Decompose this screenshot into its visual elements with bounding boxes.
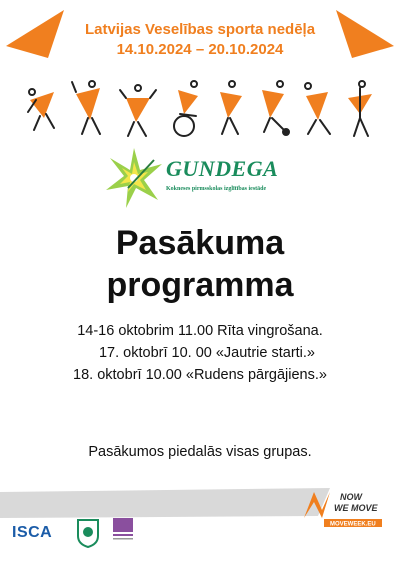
event-dates: 14.10.2024 – 20.10.2024 (116, 41, 284, 58)
wheelchair-figure-icon (174, 81, 198, 136)
nwm-line2: WE MOVE (334, 503, 378, 513)
sport-figure-icon (28, 89, 54, 130)
ministry-logo (110, 516, 136, 546)
event-title: Latvijas Veselības sporta nedēļa (84, 21, 316, 38)
nwm-url: MOVEWEEK.EU (330, 521, 376, 528)
sport-figure-icon (348, 81, 372, 136)
sport-figure-icon (120, 85, 156, 136)
program-item: 17. oktobrī 10. 00 «Jautrie starti.» (98, 345, 315, 361)
isca-logo: ISCA (12, 524, 53, 541)
logo-subtitle: Kokneses pirmsskolas izglītības iestāde (166, 186, 267, 192)
program-item: 14-16 oktobrim 11.00 Rīta vingrošana. (77, 323, 323, 339)
sport-figure-icon (220, 81, 242, 134)
sport-figure-icon (262, 81, 289, 135)
sponsor-logos (10, 516, 140, 554)
program-title (0, 222, 400, 306)
participation-note: Pasākumos piedalās visas grupas. (88, 444, 312, 460)
sport-figure-icon (72, 81, 100, 134)
program-item: 18. oktobrī 10.00 «Rudens pārgājiens.» (73, 367, 327, 383)
program-list (0, 320, 400, 386)
now-we-move-logo (300, 488, 388, 532)
flower-burst-icon (104, 146, 168, 212)
lsta-shield-logo (76, 518, 100, 548)
title-line-1: Pasākuma (115, 224, 285, 262)
event-header (0, 20, 400, 60)
gundega-logo (104, 146, 290, 212)
sport-figures-illustration (24, 78, 380, 142)
nwm-line1: NOW (340, 492, 362, 502)
title-line-2: programma (106, 266, 294, 304)
logo-name: GUNDEGA (166, 156, 279, 181)
sport-figure-icon (305, 83, 330, 134)
